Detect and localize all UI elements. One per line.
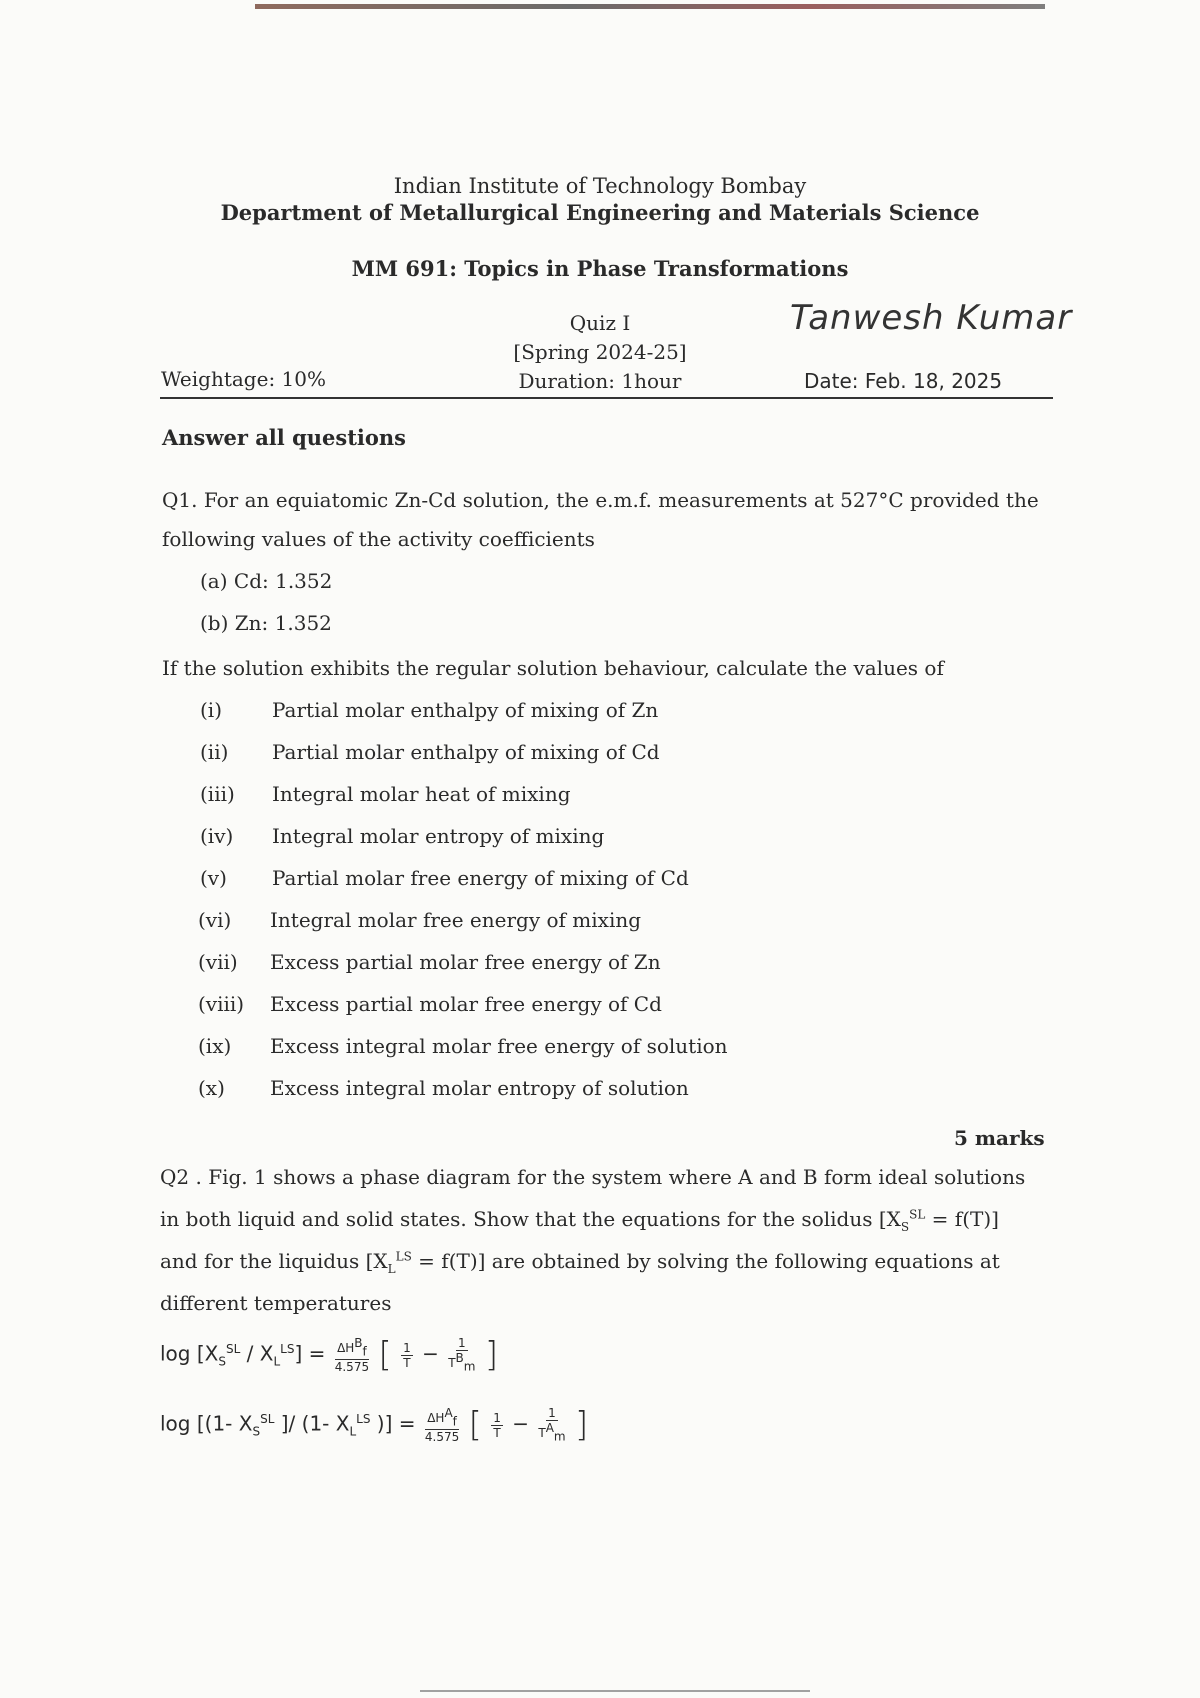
minus-sign: − [512,1411,529,1436]
eq2-coefficient [425,1406,459,1443]
q1-item [200,824,604,848]
duration: Duration: 1hour [518,369,682,393]
bracket-close: ] [574,1405,589,1445]
minus-sign: − [422,1341,439,1366]
item-text: Excess partial molar free energy of Cd [270,992,662,1016]
numerator: 1 [493,1410,501,1425]
q2-line2 [160,1207,999,1234]
q1-coeff-b: (b) Zn: 1.352 [200,611,332,635]
item-number: (i) [200,698,223,722]
bottom-edge-mark [420,1690,810,1692]
q2-line3 [160,1249,1000,1276]
numerator: 1 [403,1340,411,1355]
superscript: LS [395,1249,412,1264]
superscript: SL [260,1411,275,1426]
numerator: 1 [458,1336,466,1351]
delta-h: ΔH [337,1341,355,1356]
eq1-inv-t [401,1341,413,1370]
subscript: S [900,1220,910,1234]
numerator: 1 [548,1406,556,1421]
subscript: m [553,1429,566,1444]
subscript: f [362,1344,367,1359]
q1-item [198,1076,689,1100]
superscript: B [354,1336,363,1351]
bracket-close: ] [484,1335,499,1375]
eq2-inv-t [491,1411,503,1440]
item-text: Excess integral molar free energy of solution [270,1034,728,1058]
subscript: m [463,1359,476,1374]
q2-line3-text: and for the liquidus [X [160,1249,388,1273]
q1-item [198,1034,728,1058]
item-text: Partial molar enthalpy of mixing of Zn [272,698,659,722]
superscript: A [545,1421,554,1436]
q1-marks: 5 marks [954,1126,1045,1150]
eq2-lhs-mid: ]/ (1- X [274,1411,350,1436]
eq1-coefficient [335,1336,369,1373]
item-text: Partial molar enthalpy of mixing of Cd [272,740,660,764]
q1-item [200,698,658,722]
superscript: A [444,1406,453,1421]
top-edge-mark [255,4,1045,9]
subscript: L [273,1354,281,1369]
item-number: (v) [200,866,227,890]
instruction: Answer all questions [162,425,406,450]
course-title: MM 691: Topics in Phase Transformations [351,256,849,281]
q1-item [198,908,641,932]
header-divider [160,397,1053,399]
q1-item [200,740,660,764]
institute-name: Indian Institute of Technology Bombay [393,174,807,198]
item-number: (ii) [200,740,229,764]
q1-item [198,992,662,1016]
item-number: (viii) [198,992,245,1016]
subscript: S [218,1354,226,1369]
item-text: Integral molar heat of mixing [272,782,571,806]
superscript: LS [280,1341,295,1356]
superscript: LS [356,1411,371,1426]
subscript: L [387,1262,396,1276]
item-text: Integral molar free energy of mixing [270,908,642,932]
item-number: (iii) [200,782,235,806]
denominator: 4.575 [334,1359,370,1374]
tm: T [448,1356,456,1371]
eq2-equals: )] = [370,1411,416,1436]
q1-line1: Q1. For an equiatomic Zn-Cd solution, the e.m.f. measurements at 527°C provided the [162,488,1039,512]
subscript: f [452,1414,457,1429]
item-text: Excess partial molar free energy of Zn [270,950,661,974]
superscript: B [455,1351,464,1366]
item-text: Excess integral molar entropy of solution [270,1076,689,1100]
eq1-lhs: log [X [160,1341,219,1366]
q1-item [200,866,689,890]
eq1-equals: ] = [294,1341,326,1366]
denominator: T [493,1425,501,1440]
bracket-open: [ [468,1405,482,1445]
handwritten-name: Tanwesh Kumar [790,298,1073,338]
q2-line2-text: in both liquid and solid states. Show that the equations for the solidus [X [160,1207,901,1231]
superscript: SL [225,1341,241,1356]
delta-h: ΔH [427,1411,445,1426]
q2-line1: Q2 . Fig. 1 shows a phase diagram for the system where A and B form ideal solutions [160,1165,1026,1189]
q2-line4: different temperatures [160,1291,392,1315]
item-number: (ix) [198,1034,232,1058]
eq2-lhs: log [(1- X [160,1411,253,1436]
equation-2 [160,1405,588,1445]
item-number: (iv) [200,824,234,848]
q1-coeff-a: (a) Cd: 1.352 [200,569,333,593]
item-number: (vi) [198,908,232,932]
exam-date: Date: Feb. 18, 2025 [804,369,1003,393]
q2-line2-tail: = f(T)] [925,1207,999,1231]
q1-prompt: If the solution exhibits the regular solution behaviour, calculate the values of [162,656,944,680]
tm: T [538,1426,546,1441]
q2-line3-tail: = f(T)] are obtained by solving the following equations at [411,1249,1000,1273]
item-number: (x) [198,1076,225,1100]
subscript: L [349,1424,357,1439]
eq1-lhs-mid: / X [240,1341,274,1366]
q1-item [198,950,661,974]
subscript: S [252,1424,261,1439]
q1-item [200,782,571,806]
quiz-title: Quiz I [569,311,631,335]
equation-1 [160,1335,498,1375]
eq2-inv-tm [538,1406,565,1443]
denominator: T [403,1355,411,1370]
q1-line2: following values of the activity coefficients [162,527,595,551]
eq1-inv-tm [448,1336,475,1373]
weightage: Weightage: 10% [161,367,326,391]
denominator: 4.575 [424,1429,460,1444]
item-text: Integral molar entropy of mixing [272,824,605,848]
bracket-open: [ [378,1335,392,1375]
department-name: Department of Metallurgical Engineering and Materials Science [220,200,980,225]
item-text: Partial molar free energy of mixing of Cd [272,866,689,890]
superscript: SL [909,1207,926,1222]
item-number: (vii) [198,950,238,974]
semester: [Spring 2024-25] [513,340,687,364]
